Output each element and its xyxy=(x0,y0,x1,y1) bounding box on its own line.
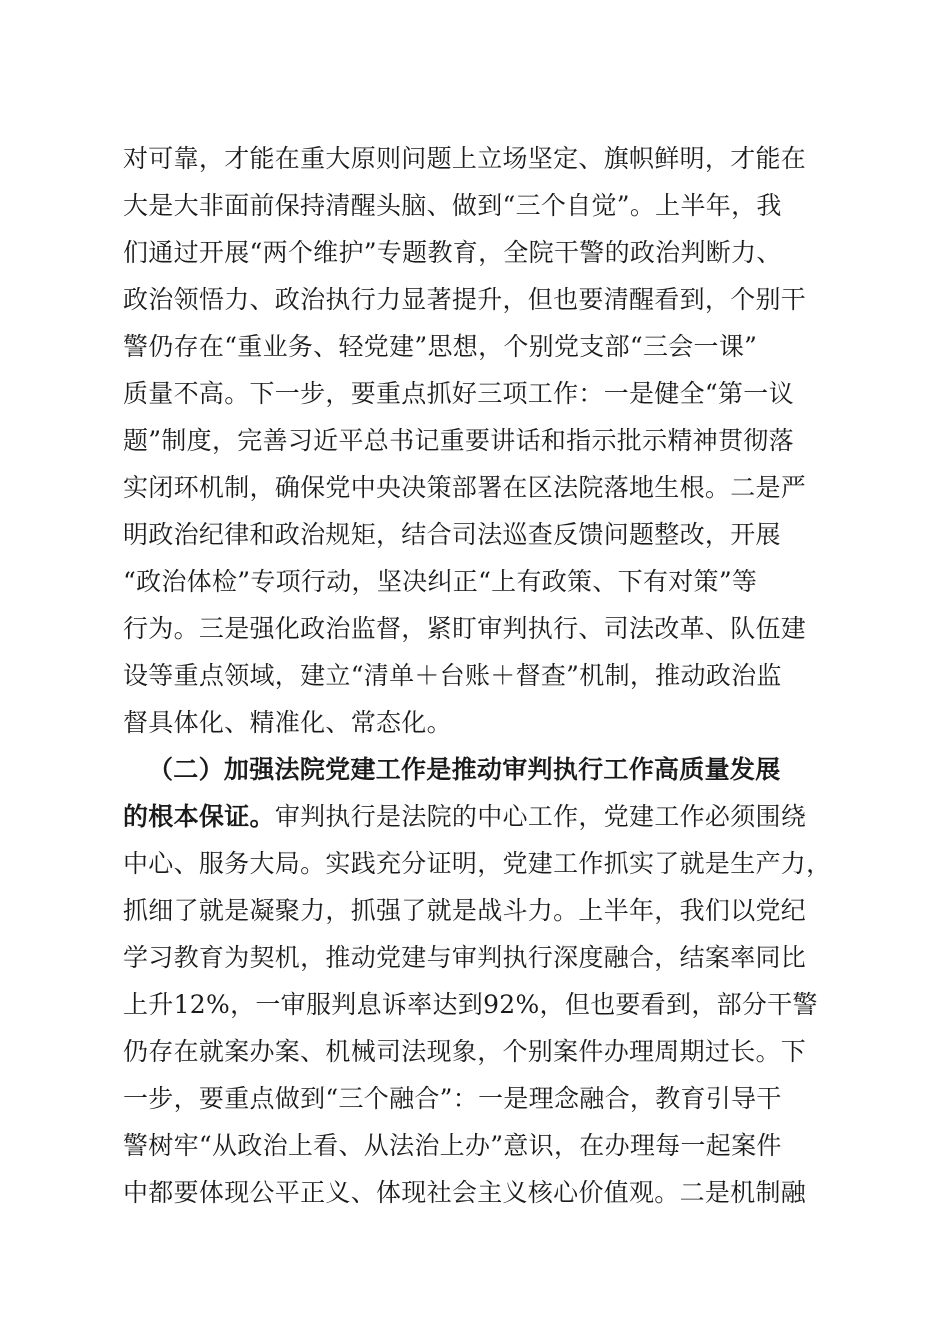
paragraph-line: 中心、服务大局。实践充分证明，党建工作抓实了就是生产力， xyxy=(123,849,832,878)
section-heading: （二）加强法院党建工作是推动审判执行工作高质量发展 xyxy=(148,755,781,784)
paragraph-line: 上升12%，一审服判息诉率达到92%，但也要看到，部分干警 xyxy=(123,990,818,1019)
section-heading-end: 的根本保证。 xyxy=(123,802,275,831)
paragraph-line: 明政治纪律和政治规矩，结合司法巡查反馈问题整改，开展 xyxy=(123,520,781,549)
paragraph-line: 一步，要重点做到“三个融合”：一是理念融合，教育引导干 xyxy=(123,1084,782,1113)
paragraph-line: 警树牢“从政治上看、从法治上办”意识，在办理每一起案件 xyxy=(123,1131,782,1160)
paragraph-line: 督具体化、精准化、常态化。 xyxy=(123,708,452,737)
paragraph-line: 实闭环机制，确保党中央决策部署在区法院落地生根。二是严 xyxy=(123,473,807,502)
paragraph-line: 抓细了就是凝聚力，抓强了就是战斗力。上半年，我们以党纪 xyxy=(123,896,807,925)
paragraph-line: 中都要体现公平正义、体现社会主义核心价值观。二是机制融 xyxy=(123,1178,807,1207)
paragraph-line: 质量不高。下一步，要重点抓好三项工作：一是健全“第一议 xyxy=(123,379,794,408)
paragraph-line: 题”制度，完善习近平总书记重要讲话和指示批示精神贯彻落 xyxy=(123,426,794,455)
paragraph-line: “政治体检”专项行动，坚决纠正“上有政策、下有对策”等 xyxy=(123,567,758,596)
paragraph-line: 学习教育为契机，推动党建与审判执行深度融合，结案率同比 xyxy=(123,943,807,972)
paragraph-text: 审判执行是法院的中心工作，党建工作必须围绕 xyxy=(274,802,807,831)
paragraph-line: 政治领悟力、政治执行力显著提升，但也要清醒看到，个别干 xyxy=(123,285,807,314)
paragraph-line xyxy=(123,797,833,837)
paragraph-line: 警仍存在“重业务、轻党建”思想，个别党支部“三会一课” xyxy=(123,332,758,361)
paragraph-line: 仍存在就案办案、机械司法现象，个别案件办理周期过长。下 xyxy=(123,1037,807,1066)
paragraph-line: 们通过开展“两个维护”专题教育，全院干警的政治判断力、 xyxy=(123,238,782,267)
paragraph-line: 设等重点领域，建立“清单＋台账＋督查”机制，推动政治监 xyxy=(123,661,782,690)
paragraph-line: 对可靠，才能在重大原则问题上立场坚定、旗帜鲜明，才能在 xyxy=(123,144,807,173)
paragraph-line: 行为。三是强化政治监督，紧盯审判执行、司法改革、队伍建 xyxy=(123,614,807,643)
paragraph-line: 大是大非面前保持清醒头脑、做到“三个自觉”。上半年，我 xyxy=(123,191,782,220)
